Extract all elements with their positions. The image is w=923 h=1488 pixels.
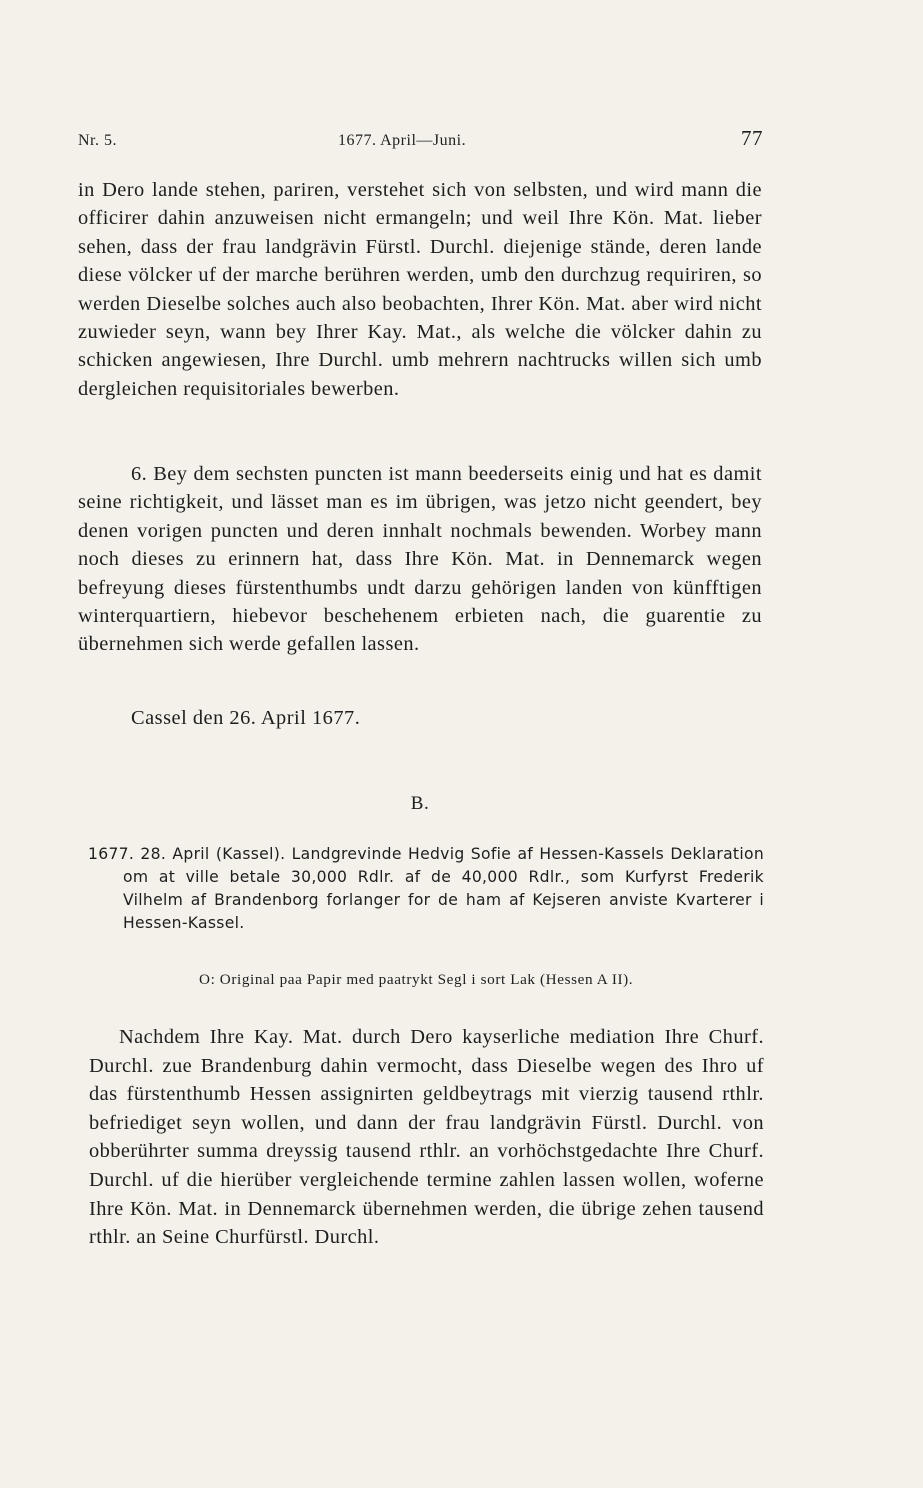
- paragraph-text: 6. Bey dem sechsten puncten ist mann beederseits einig und hat es damit seine richtigkeit, und lässet man es im übrigen, was jetzo nicht geendert, bey denen vorigen puncten und deren innhalt nochmals bewenden. Worbey mann noch dieses zu erinnern hat, dass Ihre Kön. Mat. in Dennemarck wegen befreyung dieses fürstenthumbs undt darzu gehörigen landen von künfftigen winterquartiern, hiebevor beschehenem erbieten nach, die guarentie zu übernehmen sich werde gefallen lassen.: [78, 463, 762, 656]
- section-heading: B.: [410, 793, 430, 814]
- body-paragraph-2: [78, 460, 762, 659]
- document-number: Nr. 5.: [78, 132, 117, 149]
- running-head: [78, 126, 763, 152]
- date-range-header: 1677. April—Juni.: [338, 132, 467, 149]
- source-note: O: Original paa Papir med paatrykt Segl i sort Lak (Hessen A II).: [199, 971, 634, 988]
- document-summary: [88, 843, 764, 935]
- paragraph-text: in Dero lande stehen, pariren, verstehet sich von selbsten, und wird mann die officirer dahin anzuweisen nicht ermangeln; und weil Ihre Kön. Mat. lieber sehen, dass der frau landgrävin Fürstl. Durchl. diejenige stände, deren lande diese völcker uf der marche berühren werden, umb den durchzug requiriren, so werden Dieselbe solches auch also beobachten, Ihrer Kön. Mat. aber wird nicht zuwieder seyn, wann bey Ihrer Kay. Mat., als welche die völcker dahin zu schicken angewiesen, Ihre Durchl. umb mehrern nachtrucks willen sich umb dergleichen requisitoriales bewerben.: [78, 179, 762, 400]
- summary-text: 1677. 28. April (Kassel). Landgrevinde Hedvig Sofie af Hessen-Kassels Deklaration om at ville betale 30,000 Rdlr. af de 40,000 Rdlr., som Kurfyrst Frederik Vilhelm af Brandenborg forlanger for de ham af Kejseren anviste Kvarterer i Hessen-Kassel.: [88, 845, 764, 932]
- paragraph-text: Nachdem Ihre Kay. Mat. durch Dero kayserliche mediation Ihre Churf. Durchl. zue Brandenburg dahin vermocht, dass Dieselbe wegen des Ihro uf das fürstenthumb Hessen assignirten geldbeytrags mit vierzig tausend rthlr. befriediget seyn wollen, und dann der frau landgrävin Fürstl. Durchl. von obberührter summa dreyssig tausend rthlr. an vorhöchstgedachte Ihre Churf. Durchl. uf die hierüber vergleichende termine zahlen lassen wollen, woferne Ihre Kön. Mat. in Dennemarck übernehmen werden, die übrige zehen tausend rthlr. an Seine Churfürstl. Durchl.: [89, 1026, 764, 1249]
- page-number: 77: [741, 126, 763, 150]
- body-paragraph-1: [78, 176, 762, 403]
- body-paragraph-3: [89, 1023, 764, 1252]
- dateline: Cassel den 26. April 1677.: [131, 707, 361, 729]
